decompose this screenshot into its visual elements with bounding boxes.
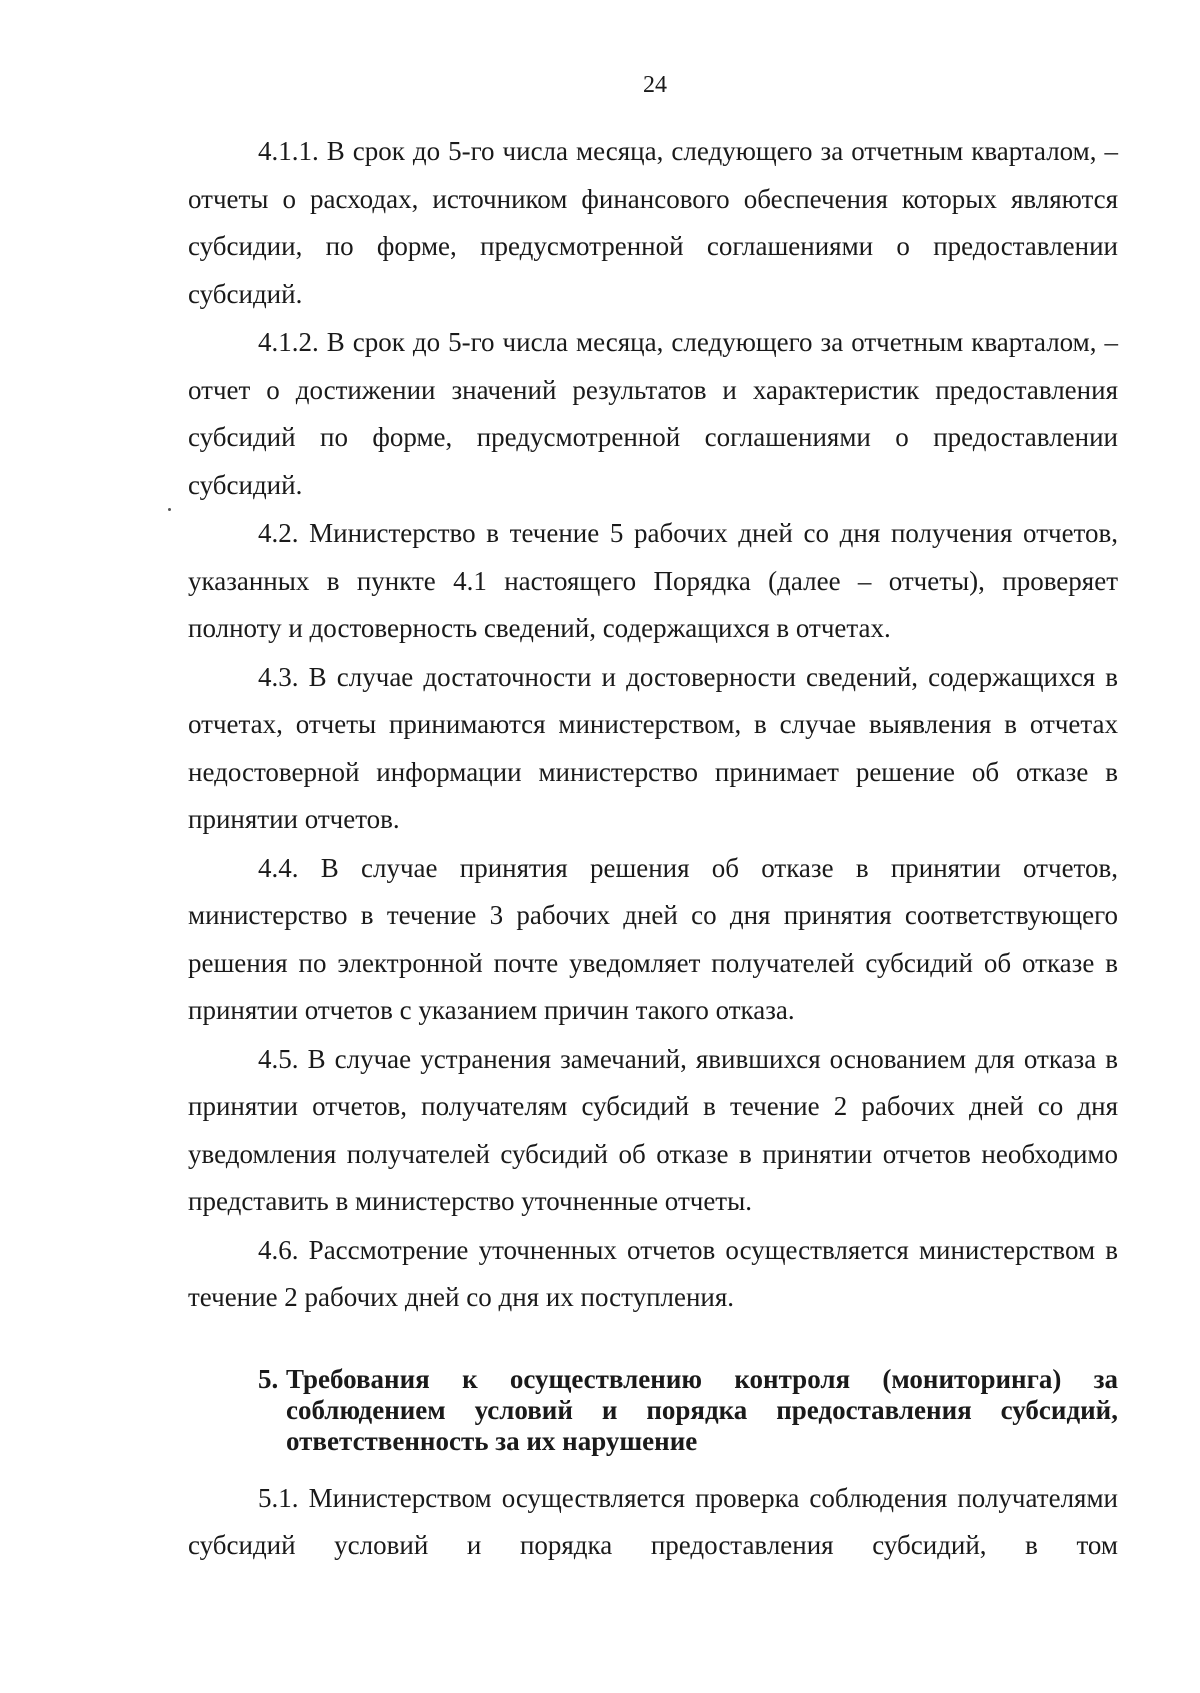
paragraph-5-1: 5.1. Министерством осуществляется проверка соблюдения получателями субсидий условий и порядка предоставления субсидий, в том: [188, 1482, 1118, 1560]
paragraph-4-3: 4.3. В случае достаточности и достоверности сведений, содержащихся в отчетах, отчеты принимаются министерством, в случае выявления в отчетах недостоверной информации министерство принимает решение об отказе в принятии отчетов.: [188, 661, 1118, 834]
page-number: 24: [643, 72, 667, 98]
paragraph-4-5: 4.5. В случае устранения замечаний, явившихся основанием для отказа в принятии отчетов, получателям субсидий в течение 2 рабочих дней со дня уведомления получателей субсидий об отказе в принятии отчетов необходимо представить в министерство уточненные отчеты.: [188, 1043, 1118, 1216]
paragraph-4-1-2: 4.1.2. В срок до 5-го числа месяца, следующего за отчетным кварталом, – отчет о достижении значений результатов и характеристик предоставления субсидий по форме, предусмотренной соглашениями о предоставлении субсидий.: [188, 327, 1118, 500]
section-title: Требования к осуществлению контроля (мониторинга) за соблюдением условий и порядка предоставления субсидий, ответственность за их нарушение: [286, 1363, 1118, 1456]
paragraph-4-1-1: 4.1.1. В срок до 5-го числа месяца, следующего за отчетным кварталом, – отчеты о расходах, источником финансового обеспечения которых являются субсидии, по форме, предусмотренной соглашениями о предоставлении субсидий.: [188, 136, 1118, 309]
document-body: [188, 128, 1118, 1571]
section-number: 5.: [258, 1363, 279, 1394]
paragraph-4-4: 4.4. В случае принятия решения об отказе в принятии отчетов, министерство в течение 3 рабочих дней со дня принятия соответствующего решения по электронной почте уведомляет получателей субсидий об отказе в принятии отчетов с указанием причин такого отказа.: [188, 852, 1118, 1025]
scan-speck: [168, 508, 171, 511]
section-5-heading: [188, 1364, 1118, 1457]
paragraph-4-6: 4.6. Рассмотрение уточненных отчетов осуществляется министерством в течение 2 рабочих дней со дня их поступления.: [188, 1234, 1118, 1312]
paragraph-4-2: 4.2. Министерство в течение 5 рабочих дней со дня получения отчетов, указанных в пункте 4.1 настоящего Порядка (далее – отчеты), проверяет полноту и достоверность сведений, содержащихся в отчетах.: [188, 518, 1118, 643]
